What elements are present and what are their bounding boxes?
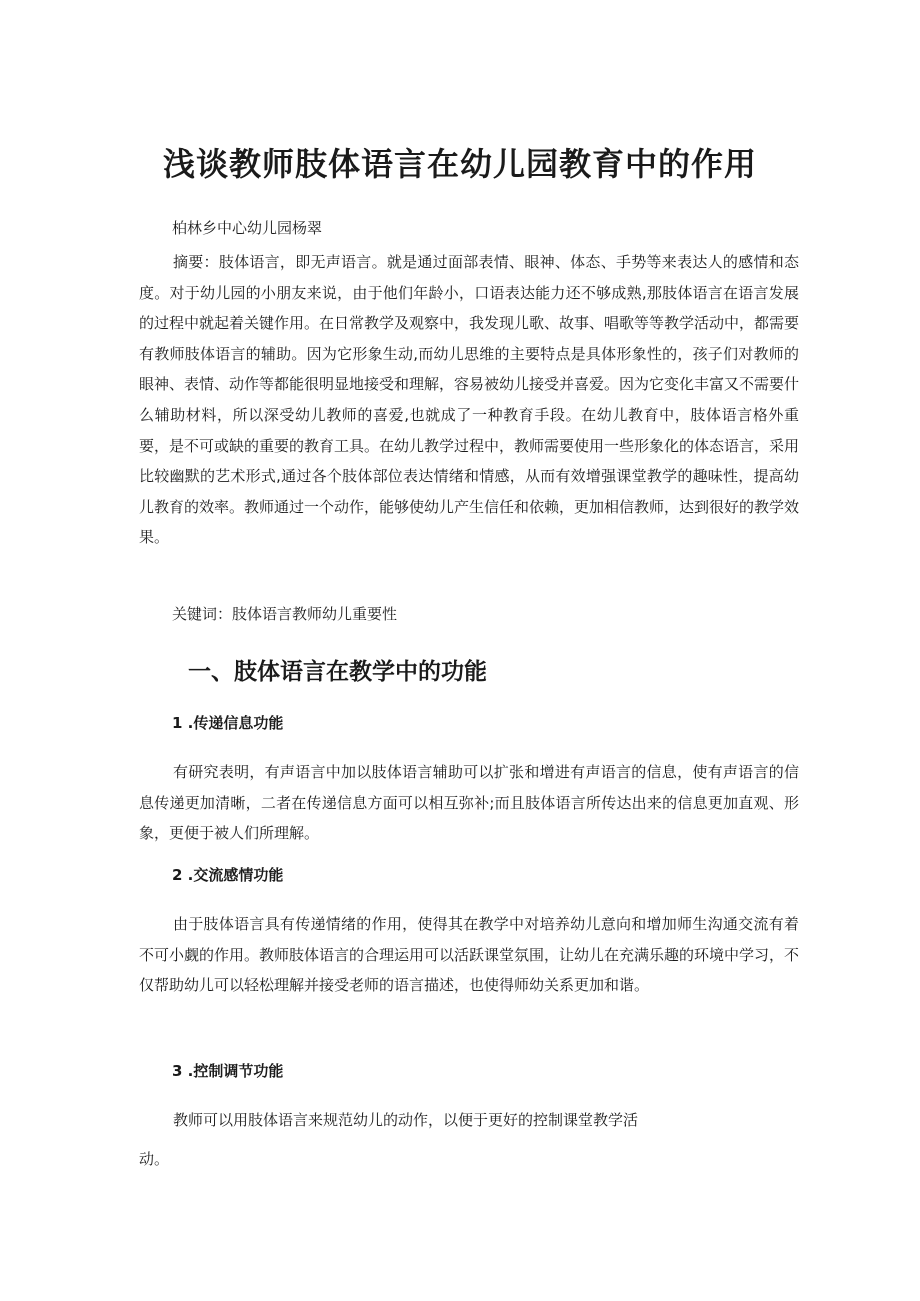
section-heading: 一、肢体语言在教学中的功能	[188, 659, 487, 685]
subsection-heading-2: 2 .交流感情功能	[172, 866, 284, 884]
subsection-body-3: 教师可以用肢体语言来规范幼儿的动作，以便于更好的控制课堂教学活	[173, 1111, 639, 1129]
subsection-heading-3: 3 .控制调节功能	[172, 1062, 284, 1080]
subsection-body-2: 由于肢体语言具有传递情绪的作用，使得其在教学中对培养幼儿意向和增加师生沟通交流有着不可小觑的作用。教师肢体语言的合理运用可以活跃课堂氛围，让幼儿在充满乐趣的环境中学习，不仅帮助幼儿可以轻松理解并接受老师的语言描述，也使得师幼关系更加和谐。	[139, 915, 800, 995]
keywords-line: 关键词：肢体语言教师幼儿重要性	[172, 605, 398, 623]
document-title: 浅谈教师肢体语言在幼儿园教育中的作用	[162, 145, 757, 183]
abstract-paragraph: 摘要：肢体语言，即无声语言。就是通过面部表情、眼神、体态、手势等来表达人的感情和态度。对于幼儿园的小朋友来说，由于他们年龄小，口语表达能力还不够成熟,那肢体语言在语言发展的过程中就起着关键作用。在日常教学及观察中，我发现儿歌、故事、唱歌等等教学活动中，都需要有教师肢体语言的辅助。因为它形象生动,而幼儿思维的主要特点是具体形象性的，孩子们对教师的眼神、表情、动作等都能很明显地接受和理解，容易被幼儿接受并喜爱。因为它变化丰富又不需要什么辅助材料，所以深受幼儿教师的喜爱,也就成了一种教育手段。在幼儿教育中，肢体语言格外重要，是不可或缺的重要的教育工具。在幼儿教学过程中，教师需要使用一些形象化的体态语言，采用比较幽默的艺术形式,通过各个肢体部位表达情绪和情感，从而有效增强课堂教学的趣味性，提高幼儿教育的效率。教师通过一个动作，能够使幼儿产生信任和依赖，更加相信教师，达到很好的教学效果。	[139, 253, 800, 547]
subsection-heading-1: 1 .传递信息功能	[172, 714, 284, 732]
author-line: 柏林乡中心幼儿园杨翠	[172, 219, 323, 237]
subsection-body-1: 有研究表明，有声语言中加以肢体语言辅助可以扩张和增进有声语言的信息，使有声语言的信息传递更加清晰，二者在传递信息方面可以相互弥补;而且肢体语言所传达出来的信息更加直观、形象，更便于被人们所理解。	[139, 763, 799, 843]
subsection-body-3-tail: 动。	[139, 1150, 170, 1168]
